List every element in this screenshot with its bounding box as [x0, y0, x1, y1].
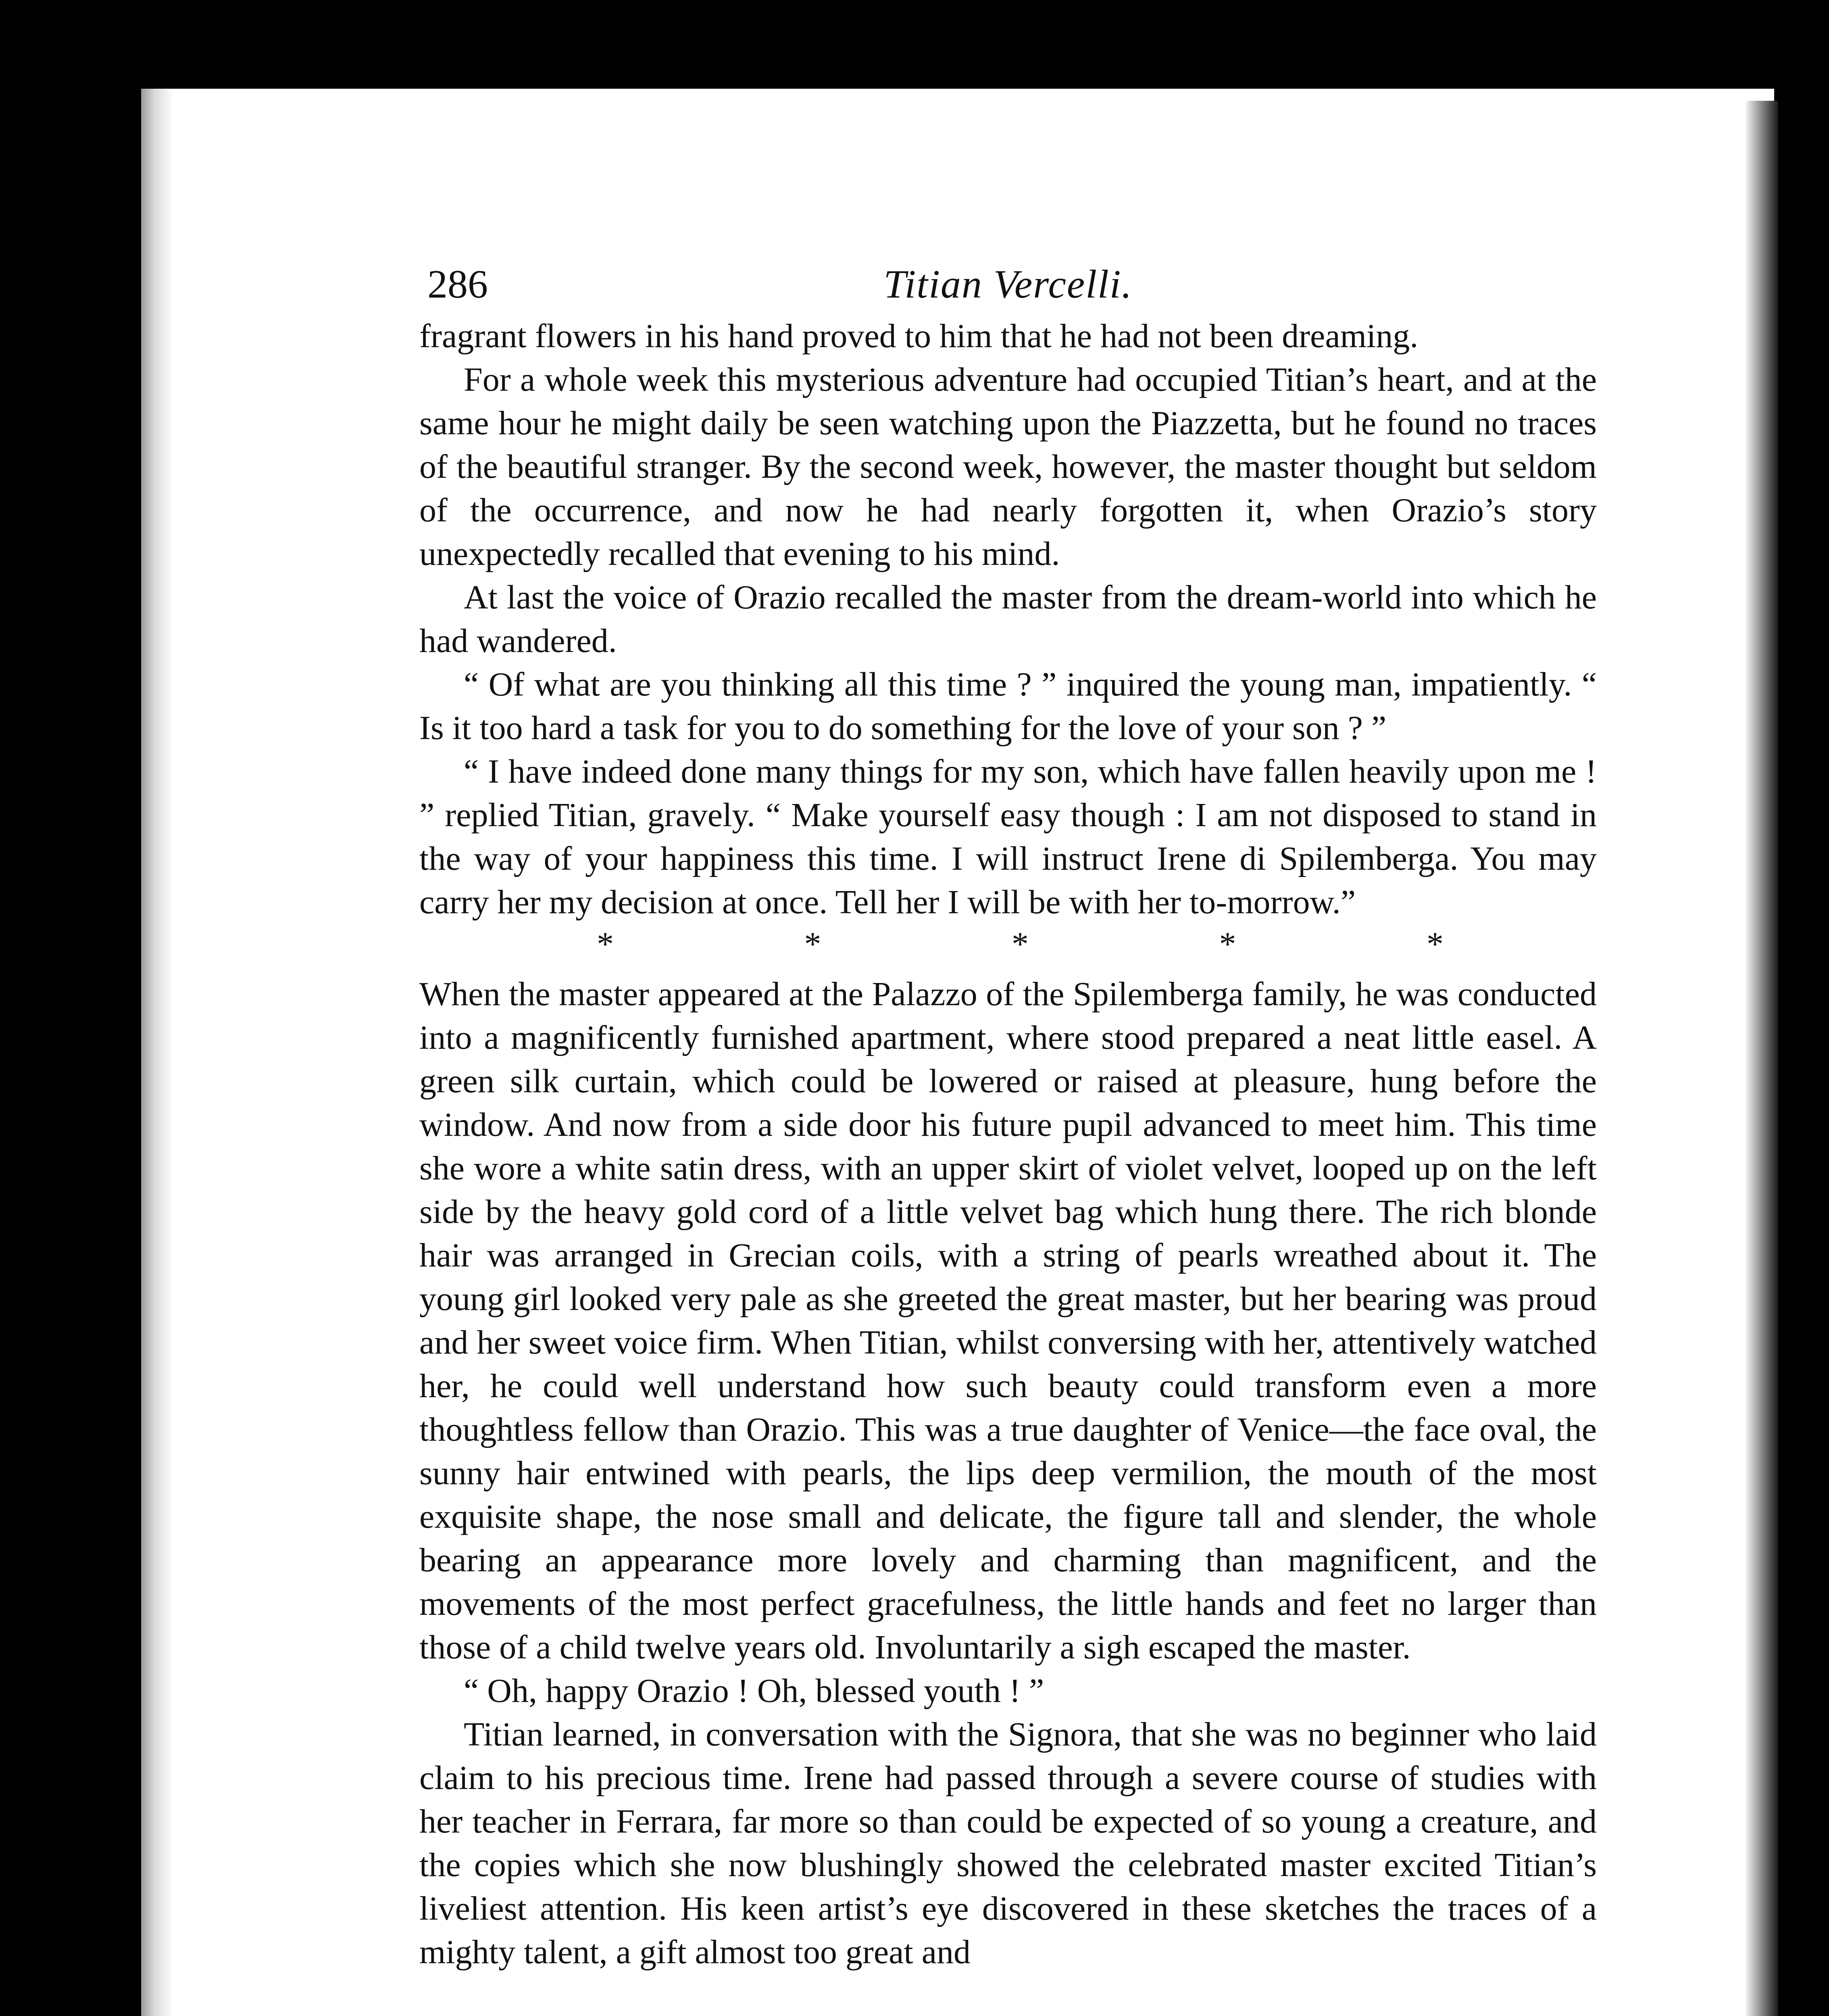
- page-number: 286: [427, 262, 488, 306]
- paragraph: Titian learned, in conversation with the Signora, that she was no beginner who laid claim to his precious time. Irene had passed through a severe course of studies with her teacher in Ferrara, far more so than could be expected of so young a creature, and the copies which she now blushingly showed the celebrated master excited Titian’s liveliest attention. His keen artist’s eye discovered in these sketches the traces of a mighty talent, a gift almost too great and: [419, 1716, 1597, 1971]
- paragraph: “ Of what are you thinking all this time ? ” inquired the young man, impatiently. “ Is it too hard a task for you to do something for the love of your son ? ”: [419, 666, 1597, 747]
- paragraph: “ I have indeed done many things for my son, which have fallen heavily upon me ! ” replied Titian, gravely. “ Make yourself easy though : I am not disposed to stand in the way of your happiness this time. I will instruct Irene di Spilemberga. You may carry her my decision at once. Tell her I will be with her to-morrow.”: [419, 753, 1597, 921]
- paragraph: For a whole week this mysterious adventure had occupied Titian’s heart, and at the same hour he might daily be seen watching upon the Piazzetta, but he found no traces of the beautiful stranger. By the second week, however, the master thought but seldom of the occurrence, and now he had nearly forgotten it, when Orazio’s story unexpectedly recalled that evening to his mind.: [419, 361, 1597, 573]
- page-text-block: [419, 258, 1597, 1974]
- paragraph: At last the voice of Orazio recalled the master from the dream-world into which he had wandered.: [419, 579, 1597, 660]
- paragraph: “ Oh, happy Orazio ! Oh, blessed youth ! ”: [464, 1672, 1044, 1710]
- page-title: Titian Vercelli.: [883, 262, 1133, 306]
- paragraph: When the master appeared at the Palazzo of the Spilemberga family, he was conducted into a magnificently furnished apartment, where stood prepared a neat little easel. A green silk curtain, which could be lowered or raised at pleasure, hung before the window. And now from a side door his future pupil advanced to meet him. This time she wore a white satin dress, with an upper skirt of violet velvet, looped up on the left side by the heavy gold cord of a little velvet bag which hung there. The rich blonde hair was arranged in Grecian coils, with a string of pearls wreathed about it. The young girl looked very pale as she greeted the great master, but her bearing was proud and her sweet voice firm. When Titian, whilst conversing with her, attentively watched her, he could well understand how such beauty could transform even a more thoughtless fellow than Orazio. This was a true daughter of Venice—the face oval, the sunny hair entwined with pearls, the lips deep vermilion, the mouth of the most exquisite shape, the nose small and delicate, the figure tall and slender, the whole bearing an appearance more lovely and charming than magnificent, and the movements of the most perfect gracefulness, the little hands and feet no larger than those of a child twelve years old. Involuntarily a sigh escaped the master.: [419, 975, 1597, 1666]
- paragraph: fragrant flowers in his hand proved to him that he had not been dreaming.: [419, 317, 1419, 355]
- section-break-asterisk: *: [1012, 925, 1029, 963]
- page-gutter-shadow: [141, 89, 173, 2016]
- page-fore-edge: [1746, 101, 1778, 2016]
- section-break-asterisk: *: [1427, 925, 1444, 963]
- running-head: [419, 258, 1597, 314]
- section-break: [419, 924, 1597, 968]
- section-break-asterisk: *: [804, 925, 821, 963]
- section-break-asterisk: *: [597, 925, 614, 963]
- section-break-asterisk: *: [1219, 925, 1236, 963]
